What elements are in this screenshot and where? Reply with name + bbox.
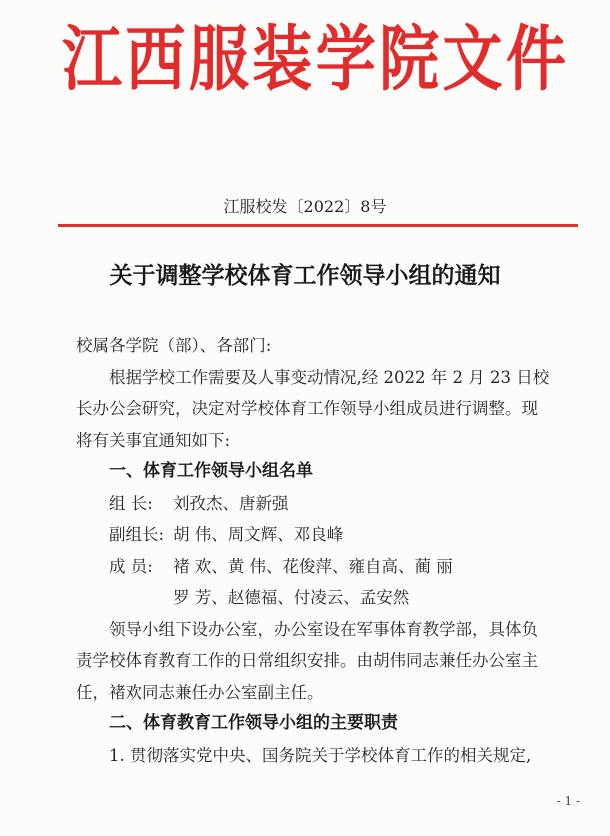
members-names: 褚 欢、黄 伟、花俊萍、雍自高、蔺 丽 [173,556,453,576]
section-heading-1: 一、体育工作领导小组名单 [109,461,313,481]
duty-item-1: 1. 贯彻落实党中央、国务院关于学校体育工作的相关规定, [109,745,532,765]
members-label: 成 员: [109,556,153,576]
salutation: 校属各学院（部）、各部门: [76,336,272,355]
masthead-char: 文 [442,18,503,102]
masthead-char: 装 [252,18,313,102]
intro-line: 将有关事宜通知如下: [76,430,231,450]
masthead-char: 服 [188,18,249,102]
section-heading-2: 二、体育教育工作领导小组的主要职责 [109,713,398,733]
leader-label: 组 长: [109,493,153,513]
document-number: 江服校发〔2022〕8号 [223,197,387,216]
masthead-char: 件 [505,18,566,102]
deputy-row [76,519,576,551]
masthead-char: 江 [62,18,122,102]
masthead-char: 西 [125,18,186,102]
leader-names: 刘孜杰、唐新强 [173,493,289,513]
office-line: 任，褚欢同志兼任办公室副主任。 [76,682,324,702]
office-line: 责学校体育教育工作的日常组织安排。由胡伟同志兼任办公室主 [76,651,538,670]
masthead-char: 学 [315,18,376,102]
masthead-title [62,18,566,102]
notice-title: 关于调整学校体育工作领导小组的通知 [109,262,501,289]
members-names-continued: 罗 芳、赵德福、付凌云、孟安然 [173,588,410,607]
masthead-char: 院 [379,18,440,102]
page-number: - 1 - [556,794,580,808]
office-line: 领导小组下设办公室，办公室设在军事体育教学部，具体负 [109,619,538,639]
members-row [76,551,576,583]
red-divider-line [58,224,578,227]
leader-row [76,488,576,520]
intro-line: 长办公会研究，决定对学校体育工作领导小组成员进行调整。现 [76,399,538,418]
document-body [76,330,576,771]
deputy-names: 胡 伟、周文辉、邓良峰 [173,525,344,544]
intro-line: 根据学校工作需要及人事变动情况,经 2022 年 2 月 23 日校 [109,367,550,387]
deputy-label: 副组长: [109,525,165,544]
